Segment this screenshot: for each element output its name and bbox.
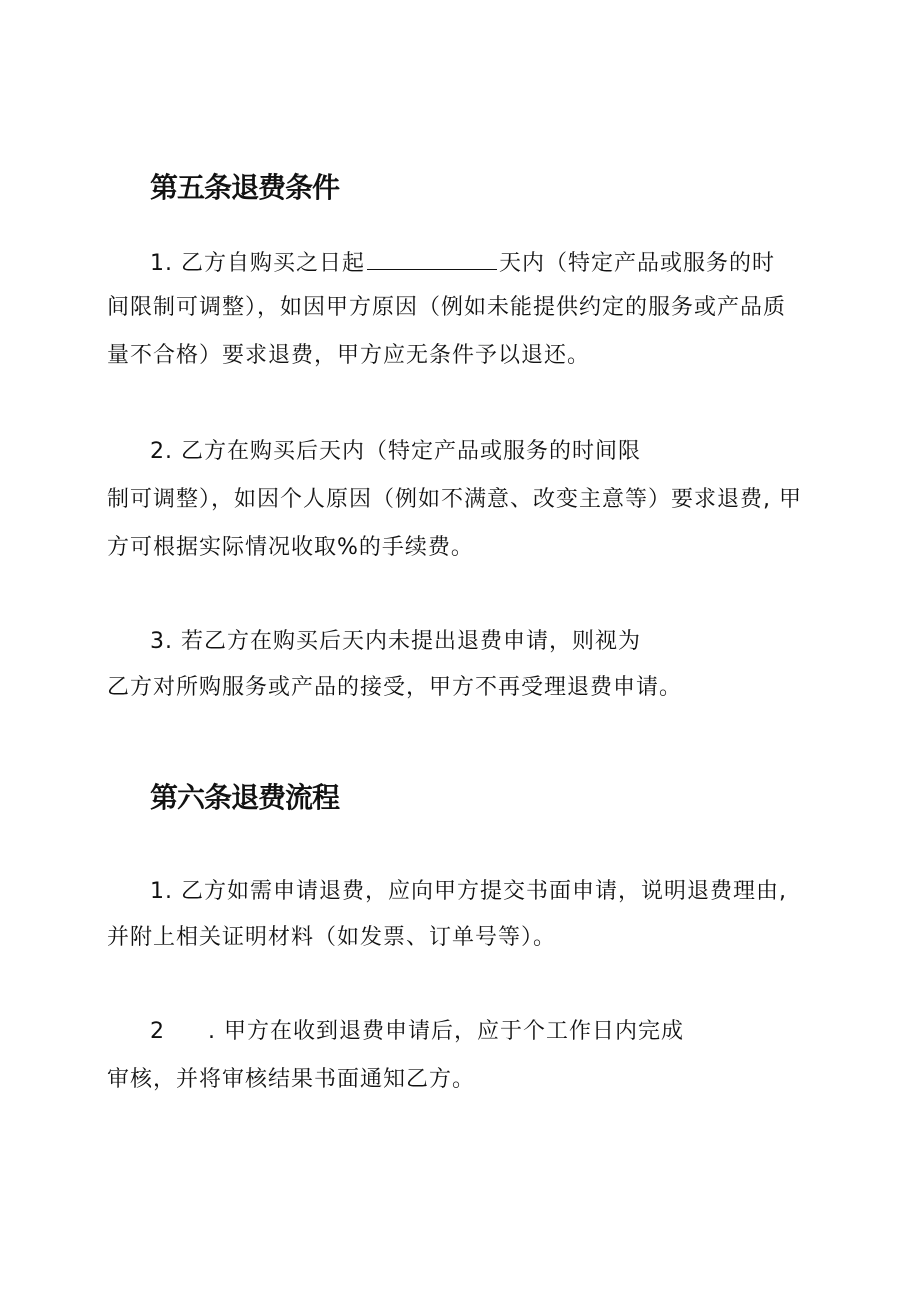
- s6-item1-line1: [150, 877, 787, 907]
- s6-item2-text: . 甲方在收到退费申请后，应于个工作日内完成: [208, 1019, 684, 1044]
- s5-item3-text: . 若乙方在购买后天内未提出退费申请，则视为: [165, 629, 641, 654]
- s6-item1-line2: 并附上相关证明材料（如发票、订单号等）。: [107, 925, 557, 950]
- s5-item2-line3: 方可根据实际情况收取%的手续费。: [107, 535, 474, 560]
- s5-item1-text-before: . 乙方自购买之日起: [165, 251, 365, 276]
- s5-item1-number: 1: [150, 251, 165, 276]
- s5-item2-line2: 制可调整），如因个人原因（例如不满意、改变主意等）要求退费, 甲: [107, 487, 802, 512]
- s5-item3-line2: 乙方对所购服务或产品的接受，甲方不再受理退费申请。: [107, 675, 683, 700]
- s5-item3-number: 3: [150, 629, 165, 654]
- s5-item3-line1: [150, 627, 641, 657]
- s5-item1-line3: 量不合格）要求退费，甲方应无条件予以退还。: [107, 343, 591, 368]
- s5-item1-line2: 间限制可调整），如因甲方原因（例如未能提供约定的服务或产品质: [107, 295, 787, 320]
- s5-item2-text: . 乙方在购买后天内（特定产品或服务的时间限: [165, 439, 641, 464]
- s6-item2-line1: [150, 1017, 684, 1047]
- s6-item1-number: 1: [150, 879, 165, 904]
- s6-item2-line2: 审核，并将审核结果书面通知乙方。: [107, 1067, 476, 1092]
- section-5-heading: 第五条退费条件: [150, 171, 340, 204]
- s6-item1-text: . 乙方如需申请退费，应向甲方提交书面申请，说明退费理由,: [165, 879, 787, 904]
- s5-item1-blank-field: [367, 247, 497, 270]
- s5-item1-line1: [150, 247, 775, 279]
- s5-item2-number: 2: [150, 439, 165, 464]
- s5-item2-line1: [150, 437, 641, 467]
- s5-item1-text-after: 天内（特定产品或服务的时: [499, 251, 776, 276]
- section-6-heading: 第六条退费流程: [150, 781, 340, 814]
- s6-item2-number: 2: [150, 1019, 165, 1044]
